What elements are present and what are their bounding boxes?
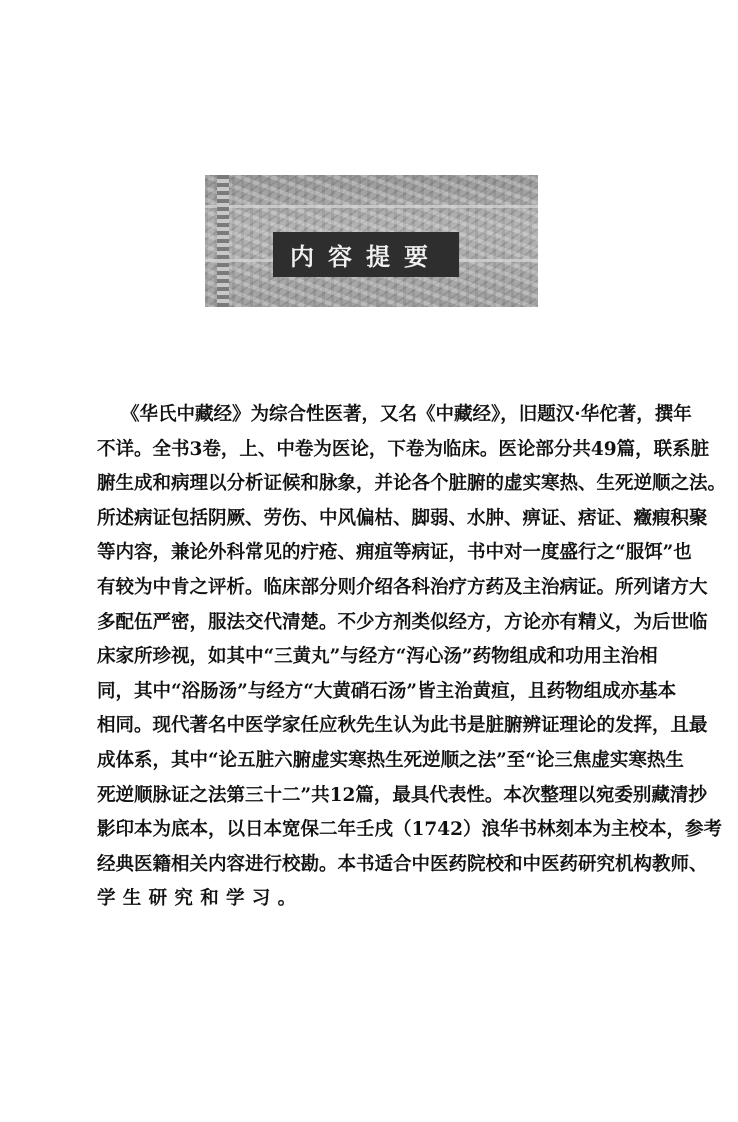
text-line: 所述病证包括阴厥、劳伤、中风偏枯、脚弱、水肿、痹证、痞证、癥瘕积聚 bbox=[97, 507, 708, 529]
header-relief-image bbox=[205, 175, 538, 307]
relief-divider bbox=[205, 205, 538, 208]
text-line: 腑生成和病理以分析证候和脉象，并论各个脏腑的虚实寒热、生死逆顺之法。 bbox=[97, 473, 727, 495]
text-line: 多配伍严密，服法交代清楚。不少方剂类似经方，方论亦有精义，为后世临 bbox=[97, 611, 708, 633]
text-line: 有较为中肯之评析。临床部分则介绍各科治疗方药及主治病证。所列诸方大 bbox=[97, 576, 708, 598]
text-line: 同，其中“浴肠汤”与经方“大黄硝石汤”皆主治黄疸，且药物组成亦基本 bbox=[97, 680, 677, 702]
relief-pillar bbox=[217, 175, 229, 307]
text-line: 死逆顺脉证之法第三十二”共12篇，最具代表性。本次整理以宛委别藏清抄 bbox=[97, 784, 707, 806]
text-line: 不详。全书3卷，上、中卷为医论，下卷为临床。医论部分共49篇，联系脏 bbox=[97, 438, 710, 460]
text-line: 学生研究和学习。 bbox=[97, 888, 304, 910]
text-line: 影印本为底本，以日本宽保二年壬戌（1742）浪华书林刻本为主校本，参考 bbox=[97, 819, 722, 841]
summary-paragraph bbox=[97, 398, 727, 917]
text-line: 《华氏中藏经》为综合性医著，又名《中藏经》，旧题汉·华佗著，撰年 bbox=[121, 404, 692, 425]
text-line: 成体系，其中“论五脏六腑虚实寒热生死逆顺之法”至“论三焦虚实寒热生 bbox=[97, 749, 684, 771]
section-title: 内容提要 bbox=[290, 242, 442, 271]
text-line: 相同。现代著名中医学家任应秋先生认为此书是脏腑辨证理论的发挥，且最 bbox=[97, 715, 708, 737]
section-title-banner bbox=[273, 232, 459, 277]
text-line: 经典医籍相关内容进行校勘。本书适合中医药院校和中医药研究机构教师、 bbox=[97, 853, 708, 875]
text-line: 等内容，兼论外科常见的疔疮、痈疽等病证，书中对一度盛行之“服饵”也 bbox=[97, 542, 692, 564]
text-line: 床家所珍视，如其中“三黄丸”与经方“泻心汤”药物组成和功用主治相 bbox=[97, 646, 658, 668]
